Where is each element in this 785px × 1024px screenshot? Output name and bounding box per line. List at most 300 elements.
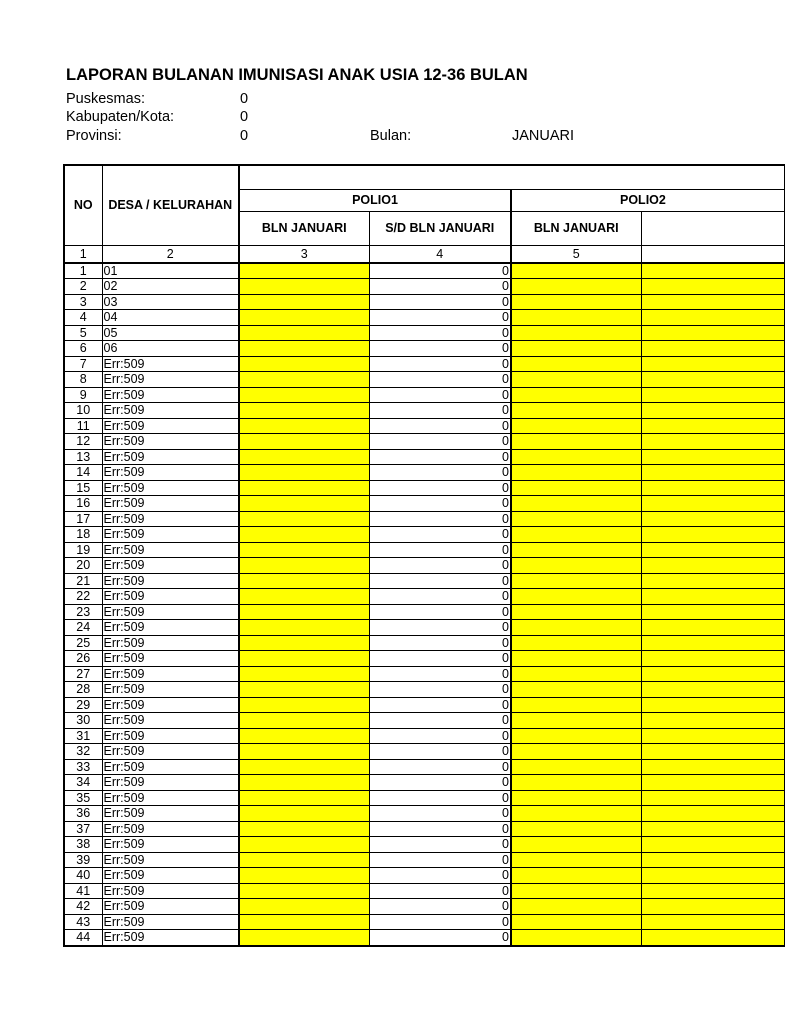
desa-cell[interactable]: 02 [102,279,239,295]
polio1-month-input[interactable] [239,899,369,915]
row-number: 40 [64,868,102,884]
polio2-cut-cell[interactable] [641,418,784,434]
puskesmas-label: Puskesmas: [66,91,145,107]
polio1-cumulative-cell: 0 [369,310,511,326]
polio1-month-input[interactable] [239,279,369,295]
row-number: 27 [64,666,102,682]
desa-cell[interactable]: 06 [102,341,239,357]
row-number: 21 [64,573,102,589]
polio1-month-input[interactable] [239,604,369,620]
polio1-month-input[interactable] [239,682,369,698]
polio2-cut-cell[interactable] [641,279,784,295]
header-sd-bln-januari: S/D BLN JANUARI [369,211,511,245]
desa-cell[interactable]: Err:509 [102,589,239,605]
row-number: 25 [64,635,102,651]
polio1-month-input[interactable] [239,821,369,837]
kabupaten-value[interactable]: 0 [240,109,249,125]
polio1-month-input[interactable] [239,294,369,310]
desa-cell[interactable]: Err:509 [102,542,239,558]
polio1-month-input[interactable] [239,573,369,589]
row-number: 15 [64,480,102,496]
polio1-month-input[interactable] [239,806,369,822]
polio2-month-input[interactable] [511,930,641,946]
table-row [64,914,784,930]
row-number: 37 [64,821,102,837]
table-row [64,635,784,651]
table-row [64,899,784,915]
table-row [64,511,784,527]
column-number: 2 [102,245,239,263]
table-row [64,930,784,946]
header-bln-januari-2: BLN JANUARI [511,211,641,245]
row-number: 24 [64,620,102,636]
table-row [64,573,784,589]
polio1-month-input[interactable] [239,310,369,326]
polio2-month-input[interactable] [511,418,641,434]
polio2-month-input[interactable] [511,434,641,450]
table-row [64,666,784,682]
desa-cell[interactable]: Err:509 [102,387,239,403]
polio1-cumulative-cell: 0 [369,387,511,403]
desa-cell[interactable]: Err:509 [102,527,239,543]
polio2-month-input[interactable] [511,341,641,357]
polio1-month-input[interactable] [239,511,369,527]
row-number: 42 [64,899,102,915]
desa-cell[interactable]: Err:509 [102,852,239,868]
desa-cell[interactable]: Err:509 [102,651,239,667]
polio1-cumulative-cell: 0 [369,868,511,884]
polio2-cut-cell[interactable] [641,263,784,279]
polio1-month-input[interactable] [239,930,369,946]
polio2-month-input[interactable] [511,806,641,822]
polio1-month-input[interactable] [239,759,369,775]
desa-cell[interactable]: Err:509 [102,728,239,744]
table-row [64,852,784,868]
polio1-cumulative-cell: 0 [369,558,511,574]
polio1-month-input[interactable] [239,449,369,465]
polio2-cut-cell[interactable] [641,542,784,558]
table-row [64,449,784,465]
header-desa: DESA / KELURAHAN [102,165,239,245]
table-row [64,806,784,822]
table-row [64,790,784,806]
polio1-cumulative-cell: 0 [369,852,511,868]
row-number: 41 [64,883,102,899]
row-number: 11 [64,418,102,434]
desa-cell[interactable]: Err:509 [102,775,239,791]
polio2-month-input[interactable] [511,852,641,868]
polio2-cut-cell[interactable] [641,697,784,713]
polio2-month-input[interactable] [511,635,641,651]
polio2-month-input[interactable] [511,558,641,574]
polio2-month-input[interactable] [511,573,641,589]
polio1-cumulative-cell: 0 [369,744,511,760]
polio2-month-input[interactable] [511,387,641,403]
polio2-month-input[interactable] [511,759,641,775]
polio1-month-input[interactable] [239,651,369,667]
polio1-month-input[interactable] [239,418,369,434]
polio1-cumulative-cell: 0 [369,790,511,806]
polio2-cut-cell[interactable] [641,387,784,403]
table-row [64,620,784,636]
polio2-cut-cell[interactable] [641,821,784,837]
puskesmas-value[interactable]: 0 [240,91,249,107]
row-number: 23 [64,604,102,620]
polio1-cumulative-cell: 0 [369,713,511,729]
spreadsheet-area [63,164,666,948]
table-row [64,821,784,837]
polio2-month-input[interactable] [511,821,641,837]
desa-cell[interactable]: Err:509 [102,821,239,837]
polio2-cut-cell[interactable] [641,341,784,357]
table-row [64,403,784,419]
polio2-cut-cell[interactable] [641,449,784,465]
desa-cell[interactable]: Err:509 [102,465,239,481]
polio2-month-input[interactable] [511,914,641,930]
polio2-cut-cell[interactable] [641,372,784,388]
polio1-cumulative-cell: 0 [369,759,511,775]
desa-cell[interactable]: Err:509 [102,403,239,419]
desa-cell[interactable]: Err:509 [102,759,239,775]
polio2-cut-cell[interactable] [641,573,784,589]
desa-cell[interactable]: Err:509 [102,914,239,930]
row-number: 9 [64,387,102,403]
polio1-month-input[interactable] [239,434,369,450]
polio2-month-input[interactable] [511,728,641,744]
polio2-cut-cell[interactable] [641,356,784,372]
desa-cell[interactable]: 04 [102,310,239,326]
polio1-cumulative-cell: 0 [369,418,511,434]
polio2-month-input[interactable] [511,604,641,620]
polio1-cumulative-cell: 0 [369,356,511,372]
polio1-cumulative-cell: 0 [369,821,511,837]
polio2-cut-cell[interactable] [641,651,784,667]
provinsi-value[interactable]: 0 [240,128,249,144]
polio2-cut-cell[interactable] [641,899,784,915]
desa-cell[interactable]: Err:509 [102,511,239,527]
polio2-cut-cell[interactable] [641,558,784,574]
immunization-table [63,164,785,947]
polio2-cut-cell[interactable] [641,511,784,527]
desa-cell[interactable]: Err:509 [102,868,239,884]
polio1-month-input[interactable] [239,465,369,481]
polio2-cut-cell[interactable] [641,325,784,341]
polio2-cut-cell[interactable] [641,728,784,744]
polio2-cut-cell[interactable] [641,852,784,868]
row-number: 1 [64,263,102,279]
polio1-cumulative-cell: 0 [369,403,511,419]
row-number: 28 [64,682,102,698]
polio1-month-input[interactable] [239,325,369,341]
polio1-month-input[interactable] [239,341,369,357]
polio2-month-input[interactable] [511,682,641,698]
polio1-month-input[interactable] [239,403,369,419]
polio2-cut-cell[interactable] [641,294,784,310]
polio2-month-input[interactable] [511,651,641,667]
polio2-cut-cell[interactable] [641,914,784,930]
polio2-cut-cell[interactable] [641,403,784,419]
polio1-cumulative-cell: 0 [369,279,511,295]
polio1-cumulative-cell: 0 [369,542,511,558]
polio1-month-input[interactable] [239,387,369,403]
table-row [64,418,784,434]
table-row [64,868,784,884]
polio1-month-input[interactable] [239,713,369,729]
polio2-month-input[interactable] [511,310,641,326]
polio1-month-input[interactable] [239,666,369,682]
polio1-month-input[interactable] [239,558,369,574]
polio2-month-input[interactable] [511,713,641,729]
desa-cell[interactable]: 01 [102,263,239,279]
row-number: 31 [64,728,102,744]
desa-cell[interactable]: 03 [102,294,239,310]
table-row [64,759,784,775]
kabupaten-label: Kabupaten/Kota: [66,109,175,125]
polio1-cumulative-cell: 0 [369,341,511,357]
polio2-cut-cell[interactable] [641,496,784,512]
polio2-month-input[interactable] [511,837,641,853]
polio2-cut-cell[interactable] [641,883,784,899]
row-number: 8 [64,372,102,388]
polio1-cumulative-cell: 0 [369,682,511,698]
desa-cell[interactable]: Err:509 [102,682,239,698]
row-number: 32 [64,744,102,760]
desa-cell[interactable]: Err:509 [102,434,239,450]
polio1-month-input[interactable] [239,527,369,543]
desa-cell[interactable]: Err:509 [102,899,239,915]
polio2-month-input[interactable] [511,465,641,481]
desa-cell[interactable]: Err:509 [102,480,239,496]
row-number: 43 [64,914,102,930]
row-number: 14 [64,465,102,481]
polio2-month-input[interactable] [511,868,641,884]
table-row [64,310,784,326]
polio2-month-input[interactable] [511,589,641,605]
polio1-month-input[interactable] [239,697,369,713]
row-number: 2 [64,279,102,295]
table-row [64,434,784,450]
desa-cell[interactable]: Err:509 [102,837,239,853]
polio2-cut-cell[interactable] [641,713,784,729]
polio1-month-input[interactable] [239,496,369,512]
row-number: 18 [64,527,102,543]
row-number: 30 [64,713,102,729]
polio1-cumulative-cell: 0 [369,775,511,791]
desa-cell[interactable]: Err:509 [102,806,239,822]
desa-cell[interactable]: Err:509 [102,744,239,760]
polio2-cut-cell[interactable] [641,465,784,481]
row-number: 10 [64,403,102,419]
polio2-month-input[interactable] [511,449,641,465]
polio2-cut-cell[interactable] [641,682,784,698]
polio1-month-input[interactable] [239,883,369,899]
desa-cell[interactable]: Err:509 [102,496,239,512]
polio2-month-input[interactable] [511,511,641,527]
polio2-month-input[interactable] [511,620,641,636]
polio2-cut-cell[interactable] [641,790,784,806]
table-row [64,356,784,372]
table-row [64,589,784,605]
header-bln-januari-1: BLN JANUARI [239,211,369,245]
polio1-cumulative-cell: 0 [369,930,511,946]
polio2-cut-cell[interactable] [641,310,784,326]
row-number: 36 [64,806,102,822]
polio2-cut-cell[interactable] [641,759,784,775]
table-row [64,341,784,357]
desa-cell[interactable]: 05 [102,325,239,341]
polio2-month-input[interactable] [511,666,641,682]
polio2-cut-cell[interactable] [641,434,784,450]
desa-cell[interactable]: Err:509 [102,666,239,682]
polio1-month-input[interactable] [239,635,369,651]
polio1-cumulative-cell: 0 [369,573,511,589]
desa-cell[interactable]: Err:509 [102,449,239,465]
polio1-month-input[interactable] [239,914,369,930]
polio2-cut-cell[interactable] [641,868,784,884]
polio2-cut-cell[interactable] [641,480,784,496]
header-no: NO [64,165,102,245]
header-cell-cut [641,211,784,245]
polio2-cut-cell[interactable] [641,604,784,620]
table-row [64,527,784,543]
header-polio2: POLIO2 [511,189,784,211]
polio1-cumulative-cell: 0 [369,635,511,651]
polio2-month-input[interactable] [511,372,641,388]
polio2-month-input[interactable] [511,294,641,310]
polio1-cumulative-cell: 0 [369,480,511,496]
polio2-cut-cell[interactable] [641,666,784,682]
polio1-cumulative-cell: 0 [369,604,511,620]
header-polio1: POLIO1 [239,189,511,211]
polio2-month-input[interactable] [511,496,641,512]
desa-cell[interactable]: Err:509 [102,697,239,713]
polio2-month-input[interactable] [511,775,641,791]
row-number: 19 [64,542,102,558]
polio2-month-input[interactable] [511,325,641,341]
row-number: 7 [64,356,102,372]
polio1-cumulative-cell: 0 [369,496,511,512]
desa-cell[interactable]: Err:509 [102,573,239,589]
polio2-cut-cell[interactable] [641,635,784,651]
polio1-month-input[interactable] [239,480,369,496]
table-row [64,465,784,481]
polio2-month-input[interactable] [511,790,641,806]
table-row [64,697,784,713]
polio2-month-input[interactable] [511,527,641,543]
polio2-cut-cell[interactable] [641,930,784,946]
polio1-month-input[interactable] [239,744,369,760]
table-row [64,279,784,295]
polio2-cut-cell[interactable] [641,620,784,636]
polio2-month-input[interactable] [511,480,641,496]
provinsi-label: Provinsi: [66,128,122,144]
polio2-cut-cell[interactable] [641,775,784,791]
polio1-cumulative-cell: 0 [369,294,511,310]
polio1-month-input[interactable] [239,728,369,744]
table-row [64,837,784,853]
polio1-cumulative-cell: 0 [369,666,511,682]
polio1-cumulative-cell: 0 [369,511,511,527]
table-row [64,883,784,899]
polio1-cumulative-cell: 0 [369,651,511,667]
polio1-cumulative-cell: 0 [369,883,511,899]
desa-cell[interactable]: Err:509 [102,604,239,620]
table-row [64,387,784,403]
table-row [64,744,784,760]
polio1-month-input[interactable] [239,356,369,372]
desa-cell[interactable]: Err:509 [102,418,239,434]
polio2-month-input[interactable] [511,744,641,760]
polio2-month-input[interactable] [511,403,641,419]
polio1-month-input[interactable] [239,542,369,558]
polio1-month-input[interactable] [239,620,369,636]
row-number: 5 [64,325,102,341]
desa-cell[interactable]: Err:509 [102,372,239,388]
header-blank-band [239,165,784,189]
desa-cell[interactable]: Err:509 [102,883,239,899]
table-row [64,728,784,744]
desa-cell[interactable]: Err:509 [102,635,239,651]
row-number: 39 [64,852,102,868]
polio1-cumulative-cell: 0 [369,806,511,822]
polio1-month-input[interactable] [239,263,369,279]
desa-cell[interactable]: Err:509 [102,930,239,946]
polio2-month-input[interactable] [511,356,641,372]
polio1-month-input[interactable] [239,790,369,806]
polio2-cut-cell[interactable] [641,837,784,853]
polio2-cut-cell[interactable] [641,744,784,760]
polio1-cumulative-cell: 0 [369,434,511,450]
column-number: 5 [511,245,641,263]
row-number: 26 [64,651,102,667]
desa-cell[interactable]: Err:509 [102,558,239,574]
desa-cell[interactable]: Err:509 [102,790,239,806]
polio2-month-input[interactable] [511,263,641,279]
polio2-month-input[interactable] [511,279,641,295]
row-number: 35 [64,790,102,806]
bulan-label: Bulan: [370,128,412,144]
desa-cell[interactable]: Err:509 [102,356,239,372]
polio1-month-input[interactable] [239,837,369,853]
table-row [64,682,784,698]
bulan-value[interactable]: JANUARI [512,128,575,144]
row-number: 29 [64,697,102,713]
polio2-month-input[interactable] [511,899,641,915]
table-row [64,325,784,341]
polio1-month-input[interactable] [239,868,369,884]
polio2-month-input[interactable] [511,542,641,558]
polio1-month-input[interactable] [239,589,369,605]
polio1-cumulative-cell: 0 [369,465,511,481]
polio1-cumulative-cell: 0 [369,837,511,853]
polio2-cut-cell[interactable] [641,527,784,543]
polio1-month-input[interactable] [239,775,369,791]
polio2-cut-cell[interactable] [641,589,784,605]
polio2-cut-cell[interactable] [641,806,784,822]
polio2-month-input[interactable] [511,883,641,899]
table-row [64,651,784,667]
table-row [64,372,784,388]
polio1-month-input[interactable] [239,372,369,388]
polio1-cumulative-cell: 0 [369,449,511,465]
desa-cell[interactable]: Err:509 [102,713,239,729]
polio1-month-input[interactable] [239,852,369,868]
polio1-cumulative-cell: 0 [369,372,511,388]
column-number: 3 [239,245,369,263]
polio2-month-input[interactable] [511,697,641,713]
desa-cell[interactable]: Err:509 [102,620,239,636]
table-row [64,713,784,729]
